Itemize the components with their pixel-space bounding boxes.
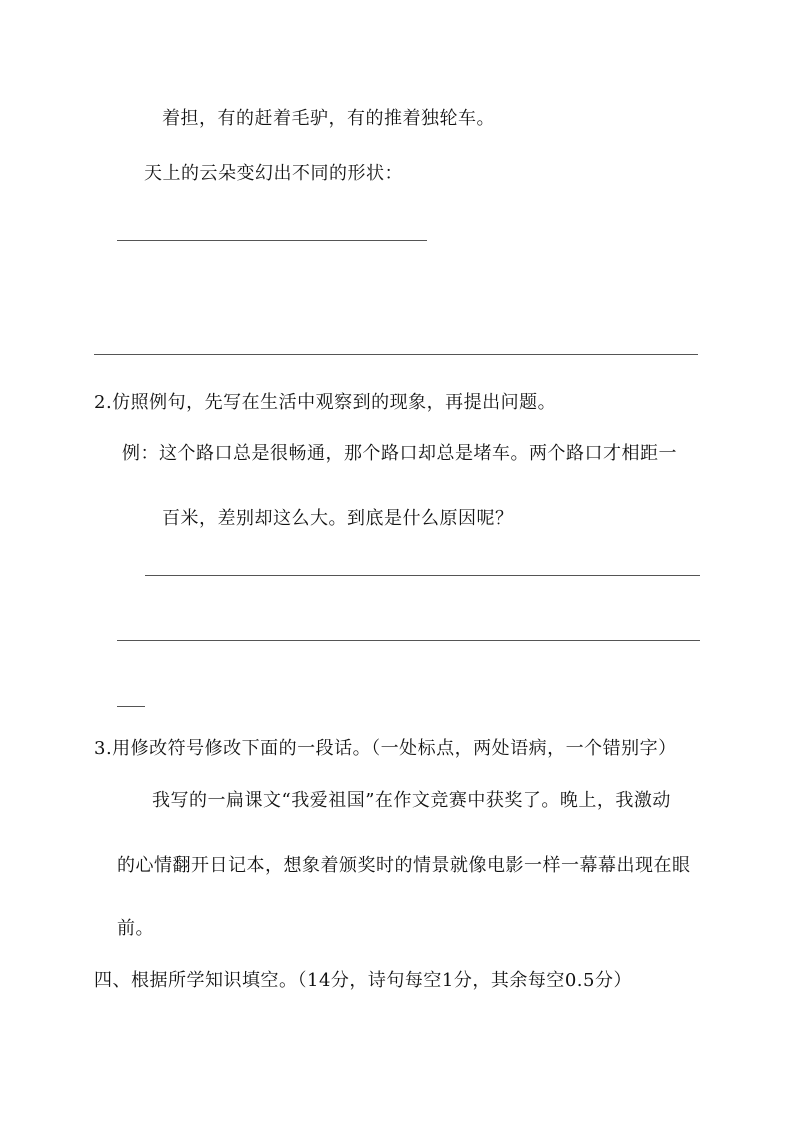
text-line-1: 着担，有的赶着毛驴，有的推着独轮车。 (162, 108, 495, 129)
answer-line-2[interactable] (94, 354, 698, 355)
question-3-paragraph-line-1: 我写的一扁课文“我爱祖国”在作文竞赛中获奖了。晚上，我激动 (152, 790, 671, 811)
question-2-example-line-1: 例：这个路口总是很畅通，那个路口却总是堵车。两个路口才相距一 (122, 443, 677, 464)
question-3-paragraph-line-3: 前。 (117, 918, 154, 939)
question-2-example-line-2: 百米，差别却这么大。到底是什么原因呢？ (162, 508, 514, 529)
section-4-title: 四、根据所学知识填空。（14分，诗句每空1分，其余每空0.5分） (94, 970, 632, 991)
answer-line-5[interactable] (117, 706, 145, 707)
text-line-2: 天上的云朵变幻出不同的形状： (144, 163, 403, 184)
answer-line-4[interactable] (117, 640, 700, 641)
answer-line-3[interactable] (145, 575, 700, 576)
question-3-paragraph-line-2: 的心情翻开日记本，想象着颁奖时的情景就像电影一样一幕幕出现在眼 (117, 855, 691, 876)
answer-line-1[interactable] (117, 240, 427, 241)
question-3-title: 3.用修改符号修改下面的一段话。（一处标点，两处语病，一个错别字） (94, 738, 677, 759)
question-2-title: 2.仿照例句，先写在生活中观察到的现象，再提出问题。 (94, 392, 557, 413)
